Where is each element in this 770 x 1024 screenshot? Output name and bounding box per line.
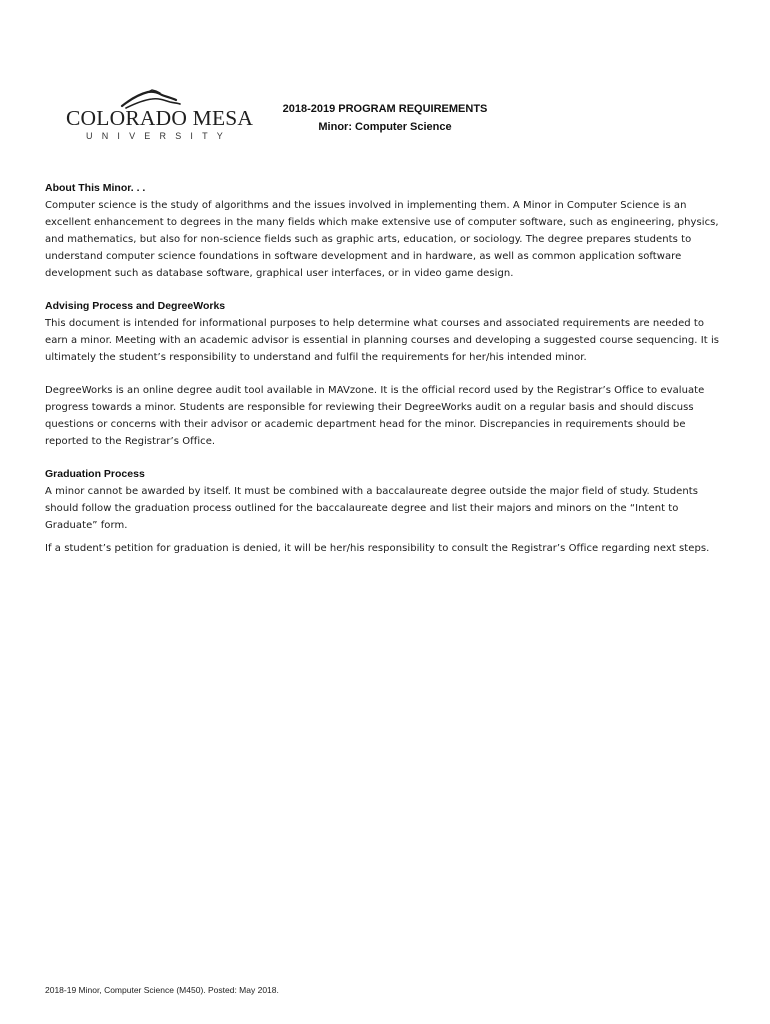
degreeworks-paragraph: DegreeWorks is an online degree audit tool available in MAVzone. It is the official record used by the Registrar’s Office to evaluate progress towards a minor. Students are responsible for reviewing their DegreeWorks audit on a regular basis and should discuss questions or concerns with their advisor or academic department head for the minor. Discrepancies in requirements should be reported to the Registrar’s Office. <box>45 385 705 447</box>
program-requirements-title: 2018-2019 PROGRAM REQUIREMENTS <box>282 103 488 115</box>
logo-subtitle: UNIVERSITY <box>86 131 233 141</box>
logo-wordmark: COLORADO MESA <box>66 106 254 130</box>
about-paragraph: Computer science is the study of algorithms and the issues involved in implementing them. A Minor in Computer Science is an excellent enhancement to degrees in the many fields which make extensive use of computer software, such as engineering, physics, and mathematics, but also for non-science fields such as graphic arts, education, or sociology. The degree prepares students to understand computer science foundations in software development and in hardware, as well as common application software development such as database software, graphical user interfaces, or in video game design. <box>45 200 719 279</box>
about-section <box>45 180 725 282</box>
graduation-heading: Graduation Process <box>45 468 145 480</box>
document-body <box>45 180 725 557</box>
about-heading: About This Minor. . . <box>45 182 146 194</box>
advising-heading: Advising Process and DegreeWorks <box>45 300 226 312</box>
advising-section <box>45 298 725 450</box>
minor-subtitle: Minor: Computer Science <box>318 121 452 133</box>
graduation-section <box>45 466 725 557</box>
page-footer: 2018-19 Minor, Computer Science (M450). Posted: May 2018. <box>45 985 279 995</box>
university-logo <box>66 86 254 142</box>
document-header <box>240 100 530 136</box>
advising-paragraph-1: This document is intended for informational purposes to help determine what courses and associated requirements are needed to earn a minor. Meeting with an academic advisor is essential in planning courses and developing a suggested course sequencing. It is ultimately the student’s responsibility to understand and fulfil the requirements for her/his intended minor. <box>45 318 720 363</box>
graduation-paragraph-2: If a student’s petition for graduation is denied, it will be her/his responsibility to consult the Registrar’s Office regarding next steps. <box>45 543 710 554</box>
graduation-paragraph-1: A minor cannot be awarded by itself. It must be combined with a baccalaureate degree outside the major field of study. Students should follow the graduation process outlined for the baccalaureate degree and list their majors and minors on the “Intent to Graduate” form. <box>45 486 698 531</box>
